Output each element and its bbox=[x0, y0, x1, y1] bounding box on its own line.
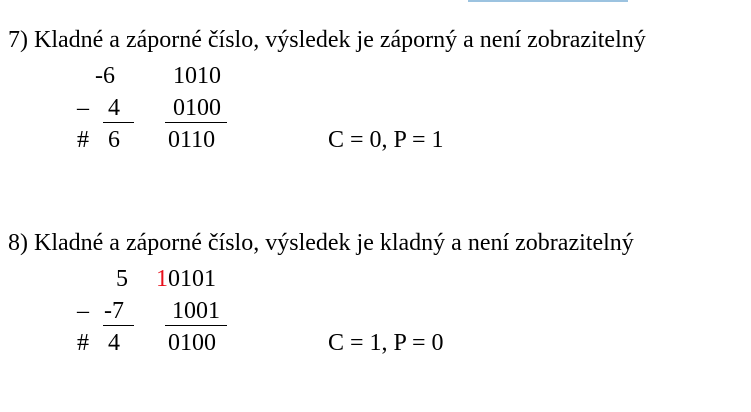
example-7-binary-sum-rule bbox=[165, 122, 227, 123]
example-8-result: 4 bbox=[108, 330, 120, 356]
example-7-minus-sign: – bbox=[77, 95, 89, 121]
example-8-operand-1: 5 bbox=[116, 266, 128, 292]
example-8-binary-1-digits: 0101 bbox=[168, 266, 216, 292]
example-8-heading: 8) Kladné a záporné číslo, výsledek je kladný a není zobrazitelný bbox=[8, 230, 634, 256]
example-8-binary-1 bbox=[156, 267, 216, 291]
example-8-carry-bit: 1 bbox=[156, 266, 168, 292]
example-7-operand-1: -6 bbox=[95, 63, 115, 89]
example-7-decimal-sum-rule bbox=[103, 122, 134, 123]
example-8-binary-sum-rule bbox=[165, 325, 227, 326]
example-8-binary-2: 1001 bbox=[172, 298, 220, 324]
example-7-operand-2: 4 bbox=[108, 95, 120, 121]
example-8-hash: # bbox=[77, 330, 89, 356]
example-8-flags: C = 1, P = 0 bbox=[328, 330, 444, 356]
example-8-decimal-sum-rule bbox=[103, 325, 134, 326]
example-7-flags: C = 0, P = 1 bbox=[328, 127, 444, 153]
example-7-result: 6 bbox=[108, 127, 120, 153]
example-8-binary-result: 0100 bbox=[168, 330, 216, 356]
top-accent-bar bbox=[468, 0, 628, 2]
example-7-binary-1: 1010 bbox=[173, 63, 221, 89]
example-7-binary-2: 0100 bbox=[173, 95, 221, 121]
example-7-binary-result: 0110 bbox=[168, 127, 216, 153]
example-7-heading: 7) Kladné a záporné číslo, výsledek je záporný a není zobrazitelný bbox=[8, 27, 646, 53]
example-8-operand-2: -7 bbox=[104, 298, 124, 324]
example-8-minus-sign: – bbox=[77, 298, 89, 324]
example-7-hash: # bbox=[77, 127, 89, 153]
